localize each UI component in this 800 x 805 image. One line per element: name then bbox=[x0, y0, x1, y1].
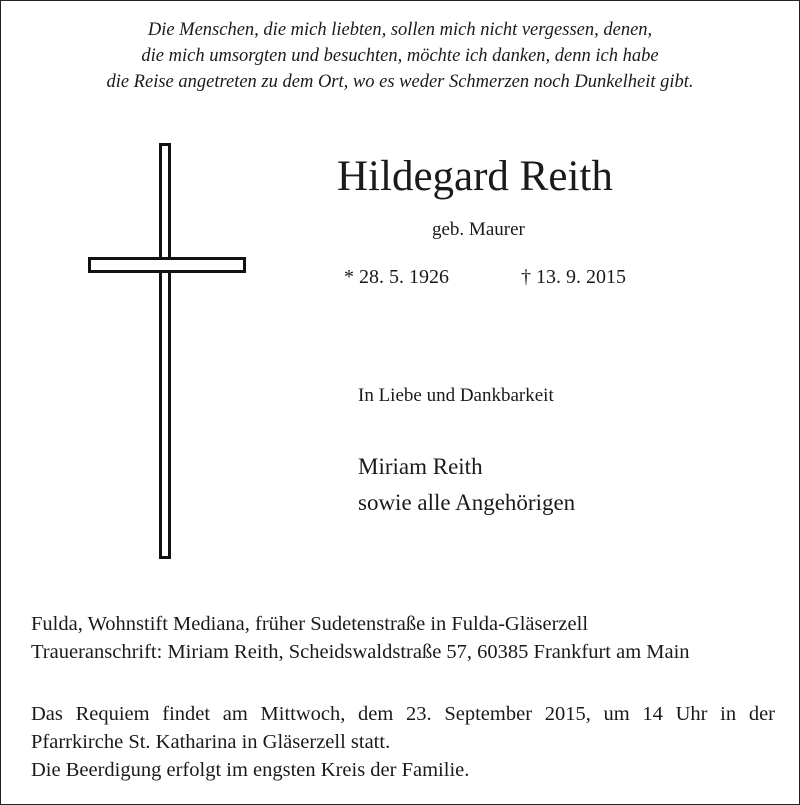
death-date: † 13. 9. 2015 bbox=[521, 266, 626, 288]
residence-line: Fulda, Wohnstift Mediana, früher Sudetenstraße in Fulda-Gläserzell bbox=[31, 613, 589, 635]
mourners-intro: In Liebe und Dankbarkeit bbox=[358, 385, 554, 406]
service-info bbox=[31, 700, 775, 784]
burial-line: Die Beerdigung erfolgt im engsten Kreis der Familie. bbox=[31, 759, 470, 781]
memorial-poem bbox=[1, 17, 799, 95]
mourners-list bbox=[358, 449, 575, 521]
mourner-name: sowie alle Angehörigen bbox=[358, 490, 576, 515]
address-block bbox=[31, 610, 690, 666]
cross-intersection bbox=[162, 260, 168, 270]
maiden-name: geb. Maurer bbox=[432, 219, 525, 240]
requiem-location-line: Pfarrkirche St. Katharina in Gläserzell statt. bbox=[31, 731, 391, 753]
birth-date: * 28. 5. 1926 bbox=[344, 266, 449, 288]
requiem-line: Das Requiem findet am Mittwoch, dem 23. September 2015, um 14 Uhr in der bbox=[31, 703, 775, 725]
poem-line: Die Menschen, die mich liebten, sollen mich nicht vergessen, denen, bbox=[147, 20, 653, 40]
mourner-name: Miriam Reith bbox=[358, 454, 483, 479]
deceased-name: Hildegard Reith bbox=[337, 153, 613, 200]
life-dates bbox=[344, 265, 626, 289]
cross-vertical-beam bbox=[159, 143, 171, 559]
mourning-address-line: Traueranschrift: Miriam Reith, Scheidswaldstraße 57, 60385 Frankfurt am Main bbox=[31, 641, 690, 663]
poem-line: die mich umsorgten und besuchten, möchte ich danken, denn ich habe bbox=[141, 46, 659, 66]
poem-line: die Reise angetreten zu dem Ort, wo es weder Schmerzen noch Dunkelheit gibt. bbox=[106, 72, 694, 92]
